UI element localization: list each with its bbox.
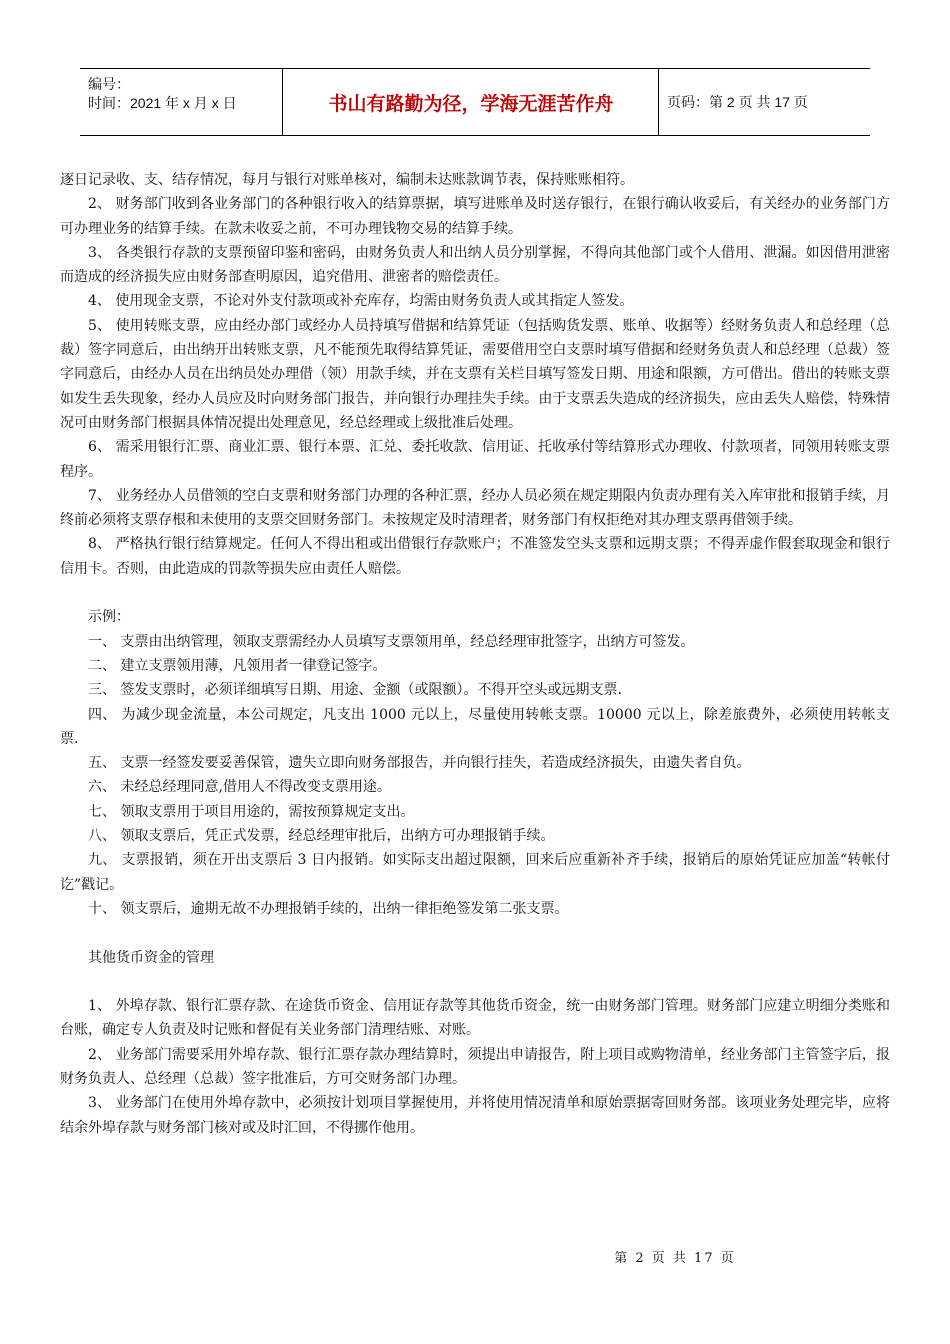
paragraph: 五、 支票一经签发要妥善保管，遗失立即向财务部报告，并向银行挂失，若造成经济损失，由遗失者自负。 (88, 755, 751, 772)
section-label-example: 示例： (88, 609, 130, 626)
paragraph: 3、 业务部门在使用外埠存款中，必须按计划项目掌握使用，并将使用情况清单和原始票据寄回财务部。该项业务处理完毕，应将结余外埠存款与财务部门核对或及时汇回，不得挪作他用。 (60, 1095, 890, 1136)
document-time-label: 时间：2021 年 x 月 x 日 (88, 95, 237, 111)
paragraph: 5、 使用转账支票，应由经办部门或经办人员持填写借据和结算凭证（包括购货发票、账单、收据等）经财务负责人和总经理（总裁）签字同意后，由出纳开出转账支票，凡不能预先取得结算凭证，需要借用空白支票时填写借据和经财务负责人和总经理（总裁）签字同意后，由经办人员在出纳员处办理借（领）用款手续，并在支票有关栏目填写签发日期、用途和限额，方可借出。借出的转账支票如发生丢失现象，经办人员应及时向财务部门报告，并向银行办理挂失手续。由于支票丢失造成的经济损失，应由丢失人赔偿，特殊情况可由财务部门根据具体情况提出处理意见，经总经理或上级批准后处理。 (60, 317, 890, 431)
paragraph: 6、 需采用银行汇票、商业汇票、银行本票、汇兑、委托收款、信用证、托收承付等结算形式办理收、付款项者，同领用转账支票程序。 (60, 439, 890, 480)
header-motto: 书山有路勤为径，学海无涯苦作舟 (284, 69, 659, 135)
paragraph: 十、 领支票后，逾期无故不办理报销手续的，出纳一律拒绝签发第二张支票。 (88, 900, 569, 917)
blank-line (60, 970, 890, 994)
blank-line (60, 921, 890, 945)
paragraph: 四、 为减少现金流量，本公司规定，凡支出 1000 元以上，尽量使用转帐支票。10000 元以上，除差旅费外，必须使用转帐支票. (60, 706, 890, 747)
document-number-label: 编号： (88, 76, 130, 92)
paragraph: 2、 财务部门收到各业务部门的各种银行收入的结算票据，填写进账单及时送存银行，在银行确认收妥后，有关经办的业务部门方可办理业务的结算手续。在款未收妥之前，不可办理钱物交易的结算手续。 (60, 196, 890, 237)
paragraph: 7、 业务经办人员借领的空白支票和财务部门办理的各种汇票，经办人员必须在规定期限内负责办理有关入库审批和报销手续，月终前必须将支票存根和未使用的支票交回财务部门。未按规定及时清理者，财务部门有权拒绝对其办理支票再借领手续。 (60, 487, 890, 529)
paragraph: 九、 支票报销，须在开出支票后 3 日内报销。如实际支出超过限额，回来后应重新补齐手续，报销后的原始凭证应加盖“转帐付讫”戳记。 (60, 852, 890, 893)
header-page-info: 页码：第 2 页 共 17 页 (667, 94, 808, 110)
paragraph: 逐日记录收、支、结存情况，每月与银行对账单核对，编制未达账款调节表，保持账账相符。 (60, 172, 634, 188)
paragraph: 2、 业务部门需要采用外埠存款、银行汇票存款办理结算时，须提出申请报告，附上项目或购物清单，经业务部门主管签字后，报财务负责人、总经理（总裁）签字批准后，方可交财务部门办理。 (60, 1046, 890, 1087)
page-footer: 第 2 页 共 17 页 (614, 1251, 736, 1266)
section-heading: 其他货币资金的管理 (88, 949, 214, 966)
paragraph: 三、 签发支票时，必须详细填写日期、用途、金额（或限额）。不得开空头或远期支票. (88, 682, 622, 699)
paragraph: 1、 外埠存款、银行汇票存款、在途货币资金、信用证存款等其他货币资金，统一由财务部门管理。财务部门应建立明细分类账和台账，确定专人负责及时记账和督促有关业务部门清理结账、对账。 (60, 998, 890, 1039)
paragraph: 八、 领取支票后，凭正式发票，经总经理审批后，出纳方可办理报销手续。 (88, 828, 555, 845)
paragraph: 一、 支票由出纳管理，领取支票需经办人员填写支票领用单，经总经理审批签字，出纳方可签发。 (88, 633, 695, 650)
header-meta (80, 69, 283, 135)
document-body (60, 168, 890, 1140)
paragraph: 二、 建立支票领用薄，凡领用者一律登记签字。 (88, 657, 387, 674)
paragraph: 六、 未经总经理同意,借用人不得改变支票用途。 (88, 779, 391, 796)
paragraph: 4、 使用现金支票，不论对外支付款项或补充库存，均需由财务负责人或其指定人签发。 (88, 293, 634, 310)
blank-line (60, 581, 890, 605)
paragraph: 七、 领取支票用于项目用途的，需按预算规定支出。 (88, 803, 415, 820)
page-header (80, 68, 870, 136)
paragraph: 8、 严格执行银行结算规定。任何人不得出租或出借银行存款账户；不准签发空头支票和远期支票；不得弄虚作假套取现金和银行信用卡。否则，由此造成的罚款等损失应由责任人赔偿。 (60, 536, 890, 577)
paragraph: 3、 各类银行存款的支票预留印鉴和密码，由财务负责人和出纳人员分别掌握，不得向其他部门或个人借用、泄漏。如因借用泄密而造成的经济损失应由财务部查明原因，追究借用、泄密者的赔偿责任。 (60, 244, 890, 286)
